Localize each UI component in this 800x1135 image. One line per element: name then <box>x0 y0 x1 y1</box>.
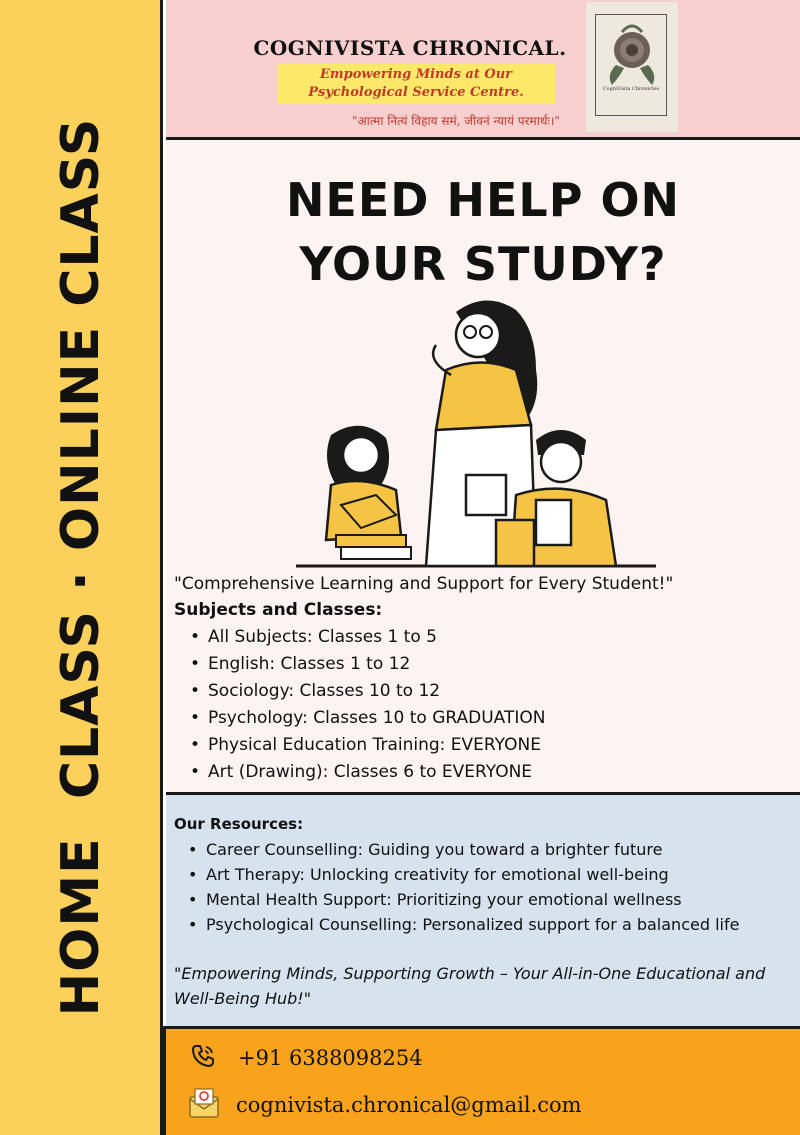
email-icon <box>188 1087 220 1119</box>
email-address[interactable]: cognivista.chronical@gmail.com <box>236 1093 582 1117</box>
header <box>166 0 800 140</box>
headline-line-2: YOUR STUDY? <box>299 237 667 291</box>
contact-bar <box>163 1026 800 1135</box>
list-item: • Sociology: Classes 10 to 12 <box>174 678 545 705</box>
list-item: • Psychological Counselling: Personalized support for a balanced life <box>174 912 794 937</box>
resources-list <box>174 837 794 937</box>
main-quote: "Comprehensive Learning and Support for Every Student!" <box>174 574 674 594</box>
headline-line-1: NEED HELP ON <box>285 173 681 227</box>
list-item: • Psychology: Classes 10 to GRADUATION <box>174 705 545 732</box>
logo <box>586 2 678 132</box>
subjects-heading: Subjects and Classes: <box>174 600 383 620</box>
list-item: • Career Counselling: Guiding you toward a brighter future <box>174 837 794 862</box>
sidebar-banner <box>0 0 163 1135</box>
main-panel <box>166 140 800 795</box>
phone-number[interactable]: +91 6388098254 <box>238 1046 423 1070</box>
list-item: • English: Classes 1 to 12 <box>174 651 545 678</box>
list-item: • Physical Education Training: EVERYONE <box>174 732 545 759</box>
sidebar-vertical-text: HOME CLASS · ONLINE CLASS <box>51 117 111 1017</box>
motto: "आत्मा नित्यं विहाय समं, जीवनं न्यायं परमार्थः।" <box>352 114 560 128</box>
teacher-and-students-illustration <box>286 290 666 575</box>
subjects-list <box>174 624 545 786</box>
resources-panel <box>166 795 800 1029</box>
closing-quote: "Empowering Minds, Supporting Growth – Your All-in-One Educational and Well-Being Hub!" <box>174 964 766 1008</box>
phone-icon <box>190 1043 216 1069</box>
list-item: • Art Therapy: Unlocking creativity for emotional well-being <box>174 862 794 887</box>
headline <box>166 168 800 296</box>
list-item: • Mental Health Support: Prioritizing your emotional wellness <box>174 887 794 912</box>
resources-heading: Our Resources: <box>174 815 304 833</box>
list-item: • Art (Drawing): Classes 6 to EVERYONE <box>174 759 545 786</box>
tagline: Empowering Minds at Our Psychological Service Centre. <box>277 64 555 104</box>
list-item: • All Subjects: Classes 1 to 5 <box>174 624 545 651</box>
logo-label: CogniVista Chronicles <box>602 86 660 92</box>
brand-title: COGNIVISTA CHRONICAL. <box>253 36 567 60</box>
